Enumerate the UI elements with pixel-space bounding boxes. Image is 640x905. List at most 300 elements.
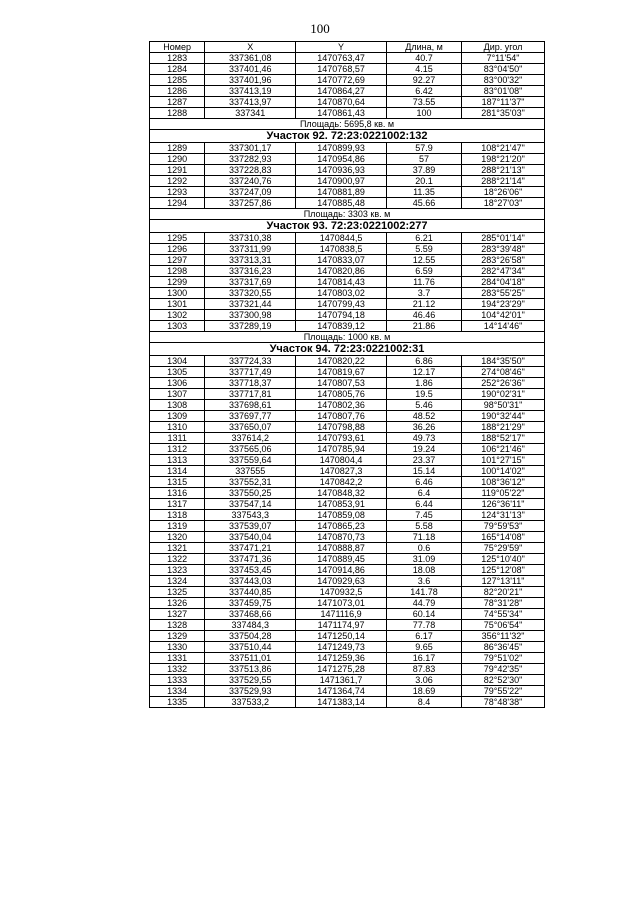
coord-y: 1470885,48 [296, 198, 387, 209]
segment-length: 9.65 [386, 642, 461, 653]
area-summary-row [150, 119, 545, 130]
coord-x: 337310,38 [205, 233, 296, 244]
coord-x: 337240,76 [205, 176, 296, 187]
direction-angle: 288°21'14" [462, 176, 545, 187]
direction-angle: 78°48'38" [462, 697, 545, 708]
header-number: Номер [150, 42, 205, 53]
table-row [150, 154, 545, 165]
coord-x: 337257,86 [205, 198, 296, 209]
header-angle: Дир. угол [462, 42, 545, 53]
table-row [150, 53, 545, 64]
coord-y: 1470864,27 [296, 86, 387, 97]
point-number: 1303 [150, 321, 205, 332]
segment-length: 48.52 [386, 411, 461, 422]
coord-y: 1470865,23 [296, 521, 387, 532]
direction-angle: 83°04'50" [462, 64, 545, 75]
segment-length: 18.08 [386, 565, 461, 576]
table-row [150, 598, 545, 609]
coord-x: 337228,83 [205, 165, 296, 176]
direction-angle: 74°55'34" [462, 609, 545, 620]
table-row [150, 609, 545, 620]
segment-length: 5.58 [386, 521, 461, 532]
coord-x: 337453,45 [205, 565, 296, 576]
segment-length: 92.27 [386, 75, 461, 86]
coord-y: 1470805,76 [296, 389, 387, 400]
coord-y: 1470763,47 [296, 53, 387, 64]
coord-x: 337443,03 [205, 576, 296, 587]
point-number: 1315 [150, 477, 205, 488]
direction-angle: 190°02'31" [462, 389, 545, 400]
coord-y: 1471073,01 [296, 598, 387, 609]
segment-length: 21.12 [386, 299, 461, 310]
point-number: 1298 [150, 266, 205, 277]
table-row [150, 620, 545, 631]
direction-angle: 198°21'20" [462, 154, 545, 165]
coord-x: 337471,21 [205, 543, 296, 554]
point-number: 1304 [150, 356, 205, 367]
coordinates-table [149, 41, 545, 708]
coord-y: 1471364,74 [296, 686, 387, 697]
point-number: 1288 [150, 108, 205, 119]
segment-length: 8.4 [386, 697, 461, 708]
segment-length: 6.4 [386, 488, 461, 499]
direction-angle: 79°51'02" [462, 653, 545, 664]
segment-length: 6.44 [386, 499, 461, 510]
coord-x: 337697,77 [205, 411, 296, 422]
coord-y: 1470807,76 [296, 411, 387, 422]
segment-length: 11.76 [386, 277, 461, 288]
point-number: 1311 [150, 433, 205, 444]
coord-y: 1470807,53 [296, 378, 387, 389]
point-number: 1294 [150, 198, 205, 209]
table-row [150, 378, 545, 389]
segment-length: 3.6 [386, 576, 461, 587]
direction-angle: 194°23'29" [462, 299, 545, 310]
table-row [150, 400, 545, 411]
point-number: 1289 [150, 143, 205, 154]
point-number: 1335 [150, 697, 205, 708]
coord-y: 1470785,94 [296, 444, 387, 455]
direction-angle: 165°14'08" [462, 532, 545, 543]
coord-y: 1470859,08 [296, 510, 387, 521]
coord-x: 337718,37 [205, 378, 296, 389]
table-row [150, 75, 545, 86]
coord-y: 1470870,64 [296, 97, 387, 108]
direction-angle: 283°26'58" [462, 255, 545, 266]
point-number: 1297 [150, 255, 205, 266]
direction-angle: 356°11'32" [462, 631, 545, 642]
point-number: 1305 [150, 367, 205, 378]
table-row [150, 576, 545, 587]
direction-angle: 86°36'45" [462, 642, 545, 653]
point-number: 1308 [150, 400, 205, 411]
coord-y: 1470936,93 [296, 165, 387, 176]
segment-length: 3.7 [386, 288, 461, 299]
segment-length: 87.83 [386, 664, 461, 675]
coord-x: 337510,44 [205, 642, 296, 653]
segment-length: 3.06 [386, 675, 461, 686]
point-number: 1316 [150, 488, 205, 499]
table-row [150, 675, 545, 686]
coord-x: 337717,81 [205, 389, 296, 400]
table-row [150, 299, 545, 310]
table-row [150, 266, 545, 277]
point-number: 1325 [150, 587, 205, 598]
point-number: 1295 [150, 233, 205, 244]
area-summary: Площадь: 3303 кв. м [150, 209, 545, 220]
coord-x: 337413,19 [205, 86, 296, 97]
area-summary-row [150, 209, 545, 220]
coord-x: 337459,75 [205, 598, 296, 609]
table-row [150, 288, 545, 299]
point-number: 1328 [150, 620, 205, 631]
segment-length: 57 [386, 154, 461, 165]
direction-angle: 82°20'21" [462, 587, 545, 598]
coord-y: 1470838,5 [296, 244, 387, 255]
direction-angle: 79°59'53" [462, 521, 545, 532]
direction-angle: 83°01'08" [462, 86, 545, 97]
segment-length: 71.18 [386, 532, 461, 543]
coord-x: 337547,14 [205, 499, 296, 510]
coord-x: 337316,23 [205, 266, 296, 277]
coord-x: 337301,17 [205, 143, 296, 154]
coord-y: 1470768,57 [296, 64, 387, 75]
coord-x: 337539,07 [205, 521, 296, 532]
coord-x: 337565,06 [205, 444, 296, 455]
coord-x: 337401,96 [205, 75, 296, 86]
direction-angle: 184°35'50" [462, 356, 545, 367]
point-number: 1313 [150, 455, 205, 466]
coord-y: 1470814,43 [296, 277, 387, 288]
coord-y: 1470799,43 [296, 299, 387, 310]
table-row [150, 510, 545, 521]
table-row [150, 97, 545, 108]
direction-angle: 125°10'40" [462, 554, 545, 565]
coord-x: 337484,3 [205, 620, 296, 631]
coord-x: 337529,55 [205, 675, 296, 686]
area-summary: Площадь: 5695,8 кв. м [150, 119, 545, 130]
point-number: 1332 [150, 664, 205, 675]
segment-length: 37.89 [386, 165, 461, 176]
coord-x: 337552,31 [205, 477, 296, 488]
table-row [150, 310, 545, 321]
coord-y: 1470889,45 [296, 554, 387, 565]
segment-length: 5.59 [386, 244, 461, 255]
coord-x: 337313,31 [205, 255, 296, 266]
segment-length: 6.86 [386, 356, 461, 367]
point-number: 1291 [150, 165, 205, 176]
coord-y: 1471249,73 [296, 642, 387, 653]
coord-x: 337543,3 [205, 510, 296, 521]
point-number: 1324 [150, 576, 205, 587]
coord-x: 337540,04 [205, 532, 296, 543]
segment-length: 77.78 [386, 620, 461, 631]
direction-angle: 79°42'35" [462, 664, 545, 675]
direction-angle: 14°14'46" [462, 321, 545, 332]
table-row [150, 499, 545, 510]
point-number: 1318 [150, 510, 205, 521]
direction-angle: 283°39'48" [462, 244, 545, 255]
segment-length: 11.35 [386, 187, 461, 198]
coord-x: 337698,61 [205, 400, 296, 411]
point-number: 1323 [150, 565, 205, 576]
section-header-row [150, 130, 545, 143]
direction-angle: 83°00'32" [462, 75, 545, 86]
coord-y: 1470794,18 [296, 310, 387, 321]
direction-angle: 283°55'25" [462, 288, 545, 299]
direction-angle: 78°31'28" [462, 598, 545, 609]
direction-angle: 98°50'31" [462, 400, 545, 411]
table-row [150, 411, 545, 422]
direction-angle: 127°13'11" [462, 576, 545, 587]
direction-angle: 106°21'46" [462, 444, 545, 455]
coord-x: 337289,19 [205, 321, 296, 332]
segment-length: 21.86 [386, 321, 461, 332]
table-row [150, 176, 545, 187]
direction-angle: 274°08'46" [462, 367, 545, 378]
coord-y: 1470804,4 [296, 455, 387, 466]
section-header-row [150, 220, 545, 233]
point-number: 1312 [150, 444, 205, 455]
segment-length: 44.79 [386, 598, 461, 609]
segment-length: 6.59 [386, 266, 461, 277]
direction-angle: 18°26'06" [462, 187, 545, 198]
direction-angle: 190°32'44" [462, 411, 545, 422]
point-number: 1286 [150, 86, 205, 97]
direction-angle: 282°47'34" [462, 266, 545, 277]
direction-angle: 285°01'14" [462, 233, 545, 244]
coord-x: 337361,08 [205, 53, 296, 64]
direction-angle: 124°31'13" [462, 510, 545, 521]
coord-x: 337724,33 [205, 356, 296, 367]
segment-length: 6.17 [386, 631, 461, 642]
point-number: 1296 [150, 244, 205, 255]
coord-x: 337321,44 [205, 299, 296, 310]
direction-angle: 188°52'17" [462, 433, 545, 444]
segment-length: 45.66 [386, 198, 461, 209]
direction-angle: 188°21'29" [462, 422, 545, 433]
table-row [150, 587, 545, 598]
segment-length: 141.78 [386, 587, 461, 598]
point-number: 1307 [150, 389, 205, 400]
coord-y: 1470803,02 [296, 288, 387, 299]
coord-y: 1470848,32 [296, 488, 387, 499]
coord-x: 337401,46 [205, 64, 296, 75]
coord-x: 337511,01 [205, 653, 296, 664]
table-row [150, 477, 545, 488]
coord-y: 1470899,93 [296, 143, 387, 154]
table-row [150, 389, 545, 400]
point-number: 1302 [150, 310, 205, 321]
coord-x: 337468,66 [205, 609, 296, 620]
table-row [150, 466, 545, 477]
table-row [150, 521, 545, 532]
parcel-title: Участок 94. 72:23:0221002:31 [150, 343, 545, 356]
segment-length: 6.42 [386, 86, 461, 97]
coord-y: 1470954,86 [296, 154, 387, 165]
area-summary-row [150, 332, 545, 343]
coord-y: 1470772,69 [296, 75, 387, 86]
direction-angle: 281°35'03" [462, 108, 545, 119]
coord-y: 1470932,5 [296, 587, 387, 598]
table-row [150, 108, 545, 119]
table-row [150, 554, 545, 565]
table-row [150, 367, 545, 378]
coord-y: 1470900,97 [296, 176, 387, 187]
table-row [150, 422, 545, 433]
header-x: X [205, 42, 296, 53]
point-number: 1293 [150, 187, 205, 198]
table-row [150, 543, 545, 554]
direction-angle: 119°05'22" [462, 488, 545, 499]
segment-length: 6.21 [386, 233, 461, 244]
table-row [150, 664, 545, 675]
direction-angle: 108°21'47" [462, 143, 545, 154]
point-number: 1287 [150, 97, 205, 108]
segment-length: 16.17 [386, 653, 461, 664]
point-number: 1319 [150, 521, 205, 532]
coord-y: 1470888,87 [296, 543, 387, 554]
table-row [150, 653, 545, 664]
point-number: 1285 [150, 75, 205, 86]
point-number: 1331 [150, 653, 205, 664]
segment-length: 73.55 [386, 97, 461, 108]
coord-x: 337282,93 [205, 154, 296, 165]
segment-length: 23.37 [386, 455, 461, 466]
segment-length: 31.09 [386, 554, 461, 565]
direction-angle: 18°27'03" [462, 198, 545, 209]
segment-length: 19.24 [386, 444, 461, 455]
table-row [150, 455, 545, 466]
segment-length: 5.46 [386, 400, 461, 411]
point-number: 1326 [150, 598, 205, 609]
coord-y: 1470844,5 [296, 233, 387, 244]
coord-x: 337413,97 [205, 97, 296, 108]
coord-y: 1470870,73 [296, 532, 387, 543]
coord-x: 337650,07 [205, 422, 296, 433]
point-number: 1301 [150, 299, 205, 310]
coord-y: 1470839,12 [296, 321, 387, 332]
table-row [150, 642, 545, 653]
segment-length: 7.45 [386, 510, 461, 521]
direction-angle: 75°06'54" [462, 620, 545, 631]
segment-length: 19.5 [386, 389, 461, 400]
table-row [150, 433, 545, 444]
coord-x: 337320,55 [205, 288, 296, 299]
coord-y: 1470861,43 [296, 108, 387, 119]
direction-angle: 75°29'59" [462, 543, 545, 554]
parcel-title: Участок 93. 72:23:0221002:277 [150, 220, 545, 233]
table-row [150, 321, 545, 332]
coord-y: 1470833,07 [296, 255, 387, 266]
direction-angle: 108°36'12" [462, 477, 545, 488]
segment-length: 1.86 [386, 378, 461, 389]
coord-y: 1470820,22 [296, 356, 387, 367]
coord-y: 1470929,63 [296, 576, 387, 587]
point-number: 1299 [150, 277, 205, 288]
coord-y: 1470819,67 [296, 367, 387, 378]
segment-length: 12.17 [386, 367, 461, 378]
table-row [150, 198, 545, 209]
segment-length: 6.46 [386, 477, 461, 488]
coord-y: 1470820,86 [296, 266, 387, 277]
direction-angle: 104°42'01" [462, 310, 545, 321]
coord-x: 337555 [205, 466, 296, 477]
point-number: 1283 [150, 53, 205, 64]
point-number: 1309 [150, 411, 205, 422]
direction-angle: 284°04'18" [462, 277, 545, 288]
point-number: 1330 [150, 642, 205, 653]
coord-x: 337247,09 [205, 187, 296, 198]
table-row [150, 631, 545, 642]
point-number: 1292 [150, 176, 205, 187]
direction-angle: 126°36'11" [462, 499, 545, 510]
coord-y: 1470842,2 [296, 477, 387, 488]
point-number: 1306 [150, 378, 205, 389]
table-header-row [150, 42, 545, 53]
direction-angle: 125°12'08" [462, 565, 545, 576]
coord-x: 337559,64 [205, 455, 296, 466]
point-number: 1333 [150, 675, 205, 686]
point-number: 1321 [150, 543, 205, 554]
table-row [150, 697, 545, 708]
table-row [150, 86, 545, 97]
coord-x: 337311,99 [205, 244, 296, 255]
segment-length: 0.6 [386, 543, 461, 554]
coord-y: 1471174,97 [296, 620, 387, 631]
table-row [150, 233, 545, 244]
coord-y: 1471250,14 [296, 631, 387, 642]
segment-length: 36.26 [386, 422, 461, 433]
page-number: 100 [310, 21, 330, 36]
segment-length: 40.7 [386, 53, 461, 64]
segment-length: 4.15 [386, 64, 461, 75]
coord-x: 337440,85 [205, 587, 296, 598]
section-header-row [150, 343, 545, 356]
point-number: 1322 [150, 554, 205, 565]
table-row [150, 244, 545, 255]
segment-length: 57.9 [386, 143, 461, 154]
coord-x: 337513,86 [205, 664, 296, 675]
table-row [150, 187, 545, 198]
point-number: 1290 [150, 154, 205, 165]
table-row [150, 686, 545, 697]
table-body [150, 53, 545, 708]
segment-length: 15.14 [386, 466, 461, 477]
direction-angle: 252°26'36" [462, 378, 545, 389]
point-number: 1320 [150, 532, 205, 543]
coord-x: 337504,28 [205, 631, 296, 642]
point-number: 1317 [150, 499, 205, 510]
direction-angle: 288°21'13" [462, 165, 545, 176]
header-y: Y [296, 42, 387, 53]
coord-x: 337550,25 [205, 488, 296, 499]
point-number: 1327 [150, 609, 205, 620]
point-number: 1300 [150, 288, 205, 299]
coord-y: 1470827,3 [296, 466, 387, 477]
table-row [150, 165, 545, 176]
direction-angle: 100°14'02" [462, 466, 545, 477]
segment-length: 100 [386, 108, 461, 119]
segment-length: 18.69 [386, 686, 461, 697]
point-number: 1329 [150, 631, 205, 642]
point-number: 1334 [150, 686, 205, 697]
table-row [150, 143, 545, 154]
table-row [150, 255, 545, 266]
coord-x: 337341 [205, 108, 296, 119]
direction-angle: 101°27'15" [462, 455, 545, 466]
coord-y: 1471361,7 [296, 675, 387, 686]
